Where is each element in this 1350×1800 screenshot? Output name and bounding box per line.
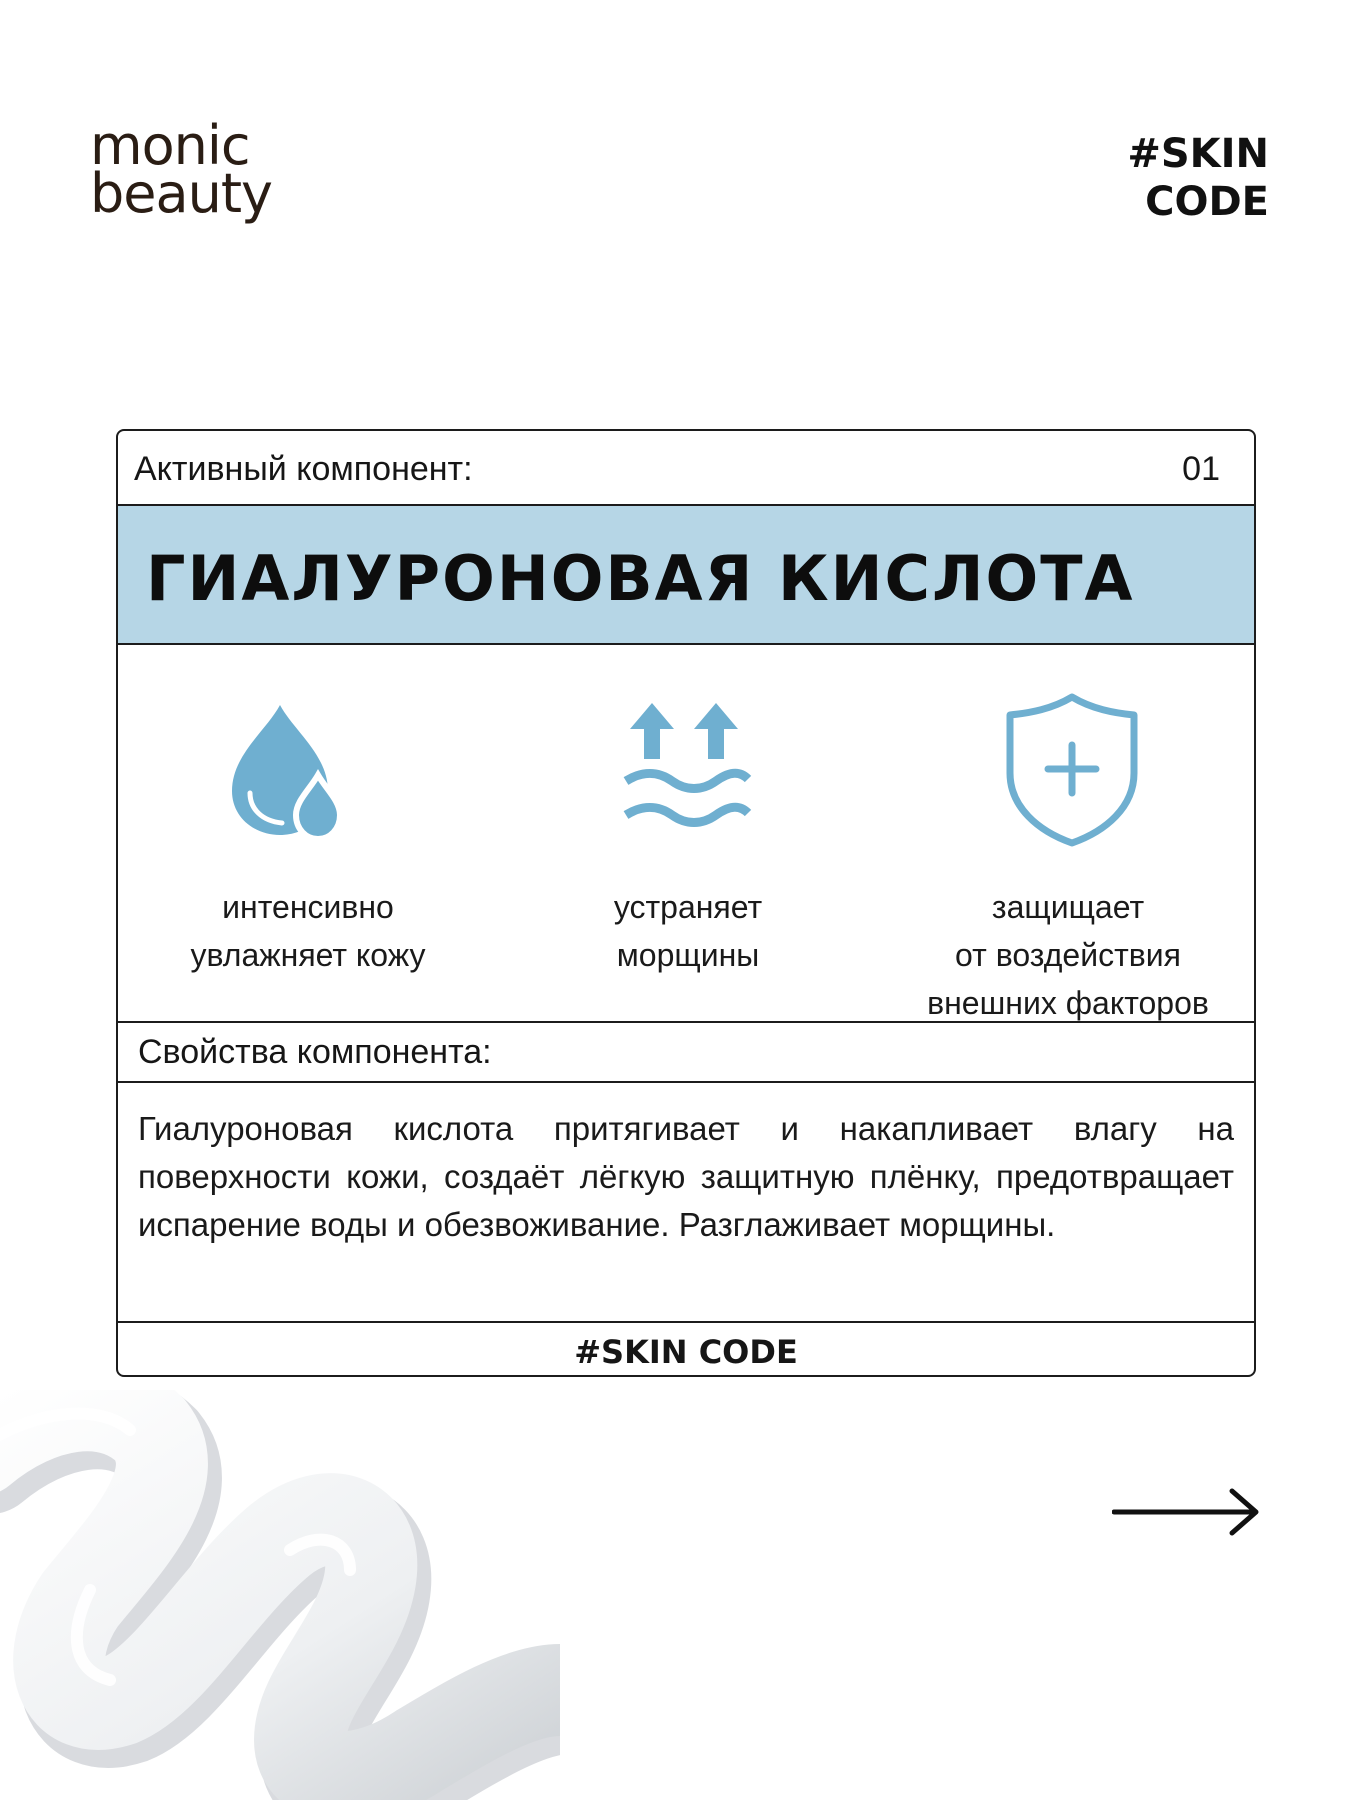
feature-text-line: от воздействия xyxy=(955,937,1181,973)
feature-text-line: морщины xyxy=(616,937,760,973)
features-row xyxy=(118,645,1254,1023)
active-component-label: Активный компонент: xyxy=(134,450,473,488)
feature-text-line: устраняет xyxy=(613,889,763,925)
water-drops-icon xyxy=(222,701,352,841)
shield-plus-icon xyxy=(1002,691,1142,847)
feature-moisturize-text xyxy=(118,883,498,979)
ingredient-title-band xyxy=(118,506,1254,645)
brand-logo-line1: monic xyxy=(90,114,250,177)
properties-header xyxy=(118,1023,1254,1083)
properties-label: Свойства компонента: xyxy=(138,1033,492,1071)
card-footer xyxy=(118,1323,1254,1377)
feature-text-line: интенсивно xyxy=(222,889,394,925)
footer-hashtag: #SKIN CODE xyxy=(574,1333,798,1371)
brand-logo-line2: beauty xyxy=(90,162,272,225)
feature-text-line: увлажняет кожу xyxy=(190,937,426,973)
card-header xyxy=(118,431,1254,506)
ingredient-card xyxy=(116,429,1256,1377)
hashtag-line1: #SKIN xyxy=(1127,131,1269,177)
cream-swatch-image xyxy=(0,1390,560,1800)
hashtag-line2: CODE xyxy=(1145,179,1269,225)
ingredient-title: ГИАЛУРОНОВАЯ КИСЛОТА xyxy=(146,542,1135,615)
feature-protect-text xyxy=(878,883,1256,1027)
brand-logo xyxy=(90,114,272,225)
feature-wrinkles-text xyxy=(498,883,878,979)
card-number: 01 xyxy=(1182,450,1220,488)
feature-text-line: защищает xyxy=(991,889,1145,925)
feature-text-line: внешних факторов xyxy=(927,985,1209,1021)
description-text: Гиалуроновая кислота притягивает и накапливает влагу на поверхности кожи, создаёт лёгкую защитную плёнку, предотвращает испарение воды и обезвоживание. Разглаживает морщины. xyxy=(138,1110,1234,1243)
next-arrow-icon[interactable] xyxy=(1112,1487,1262,1537)
hashtag-header xyxy=(1127,130,1269,226)
waves-up-arrows-icon xyxy=(622,701,752,831)
description-section xyxy=(118,1083,1254,1323)
